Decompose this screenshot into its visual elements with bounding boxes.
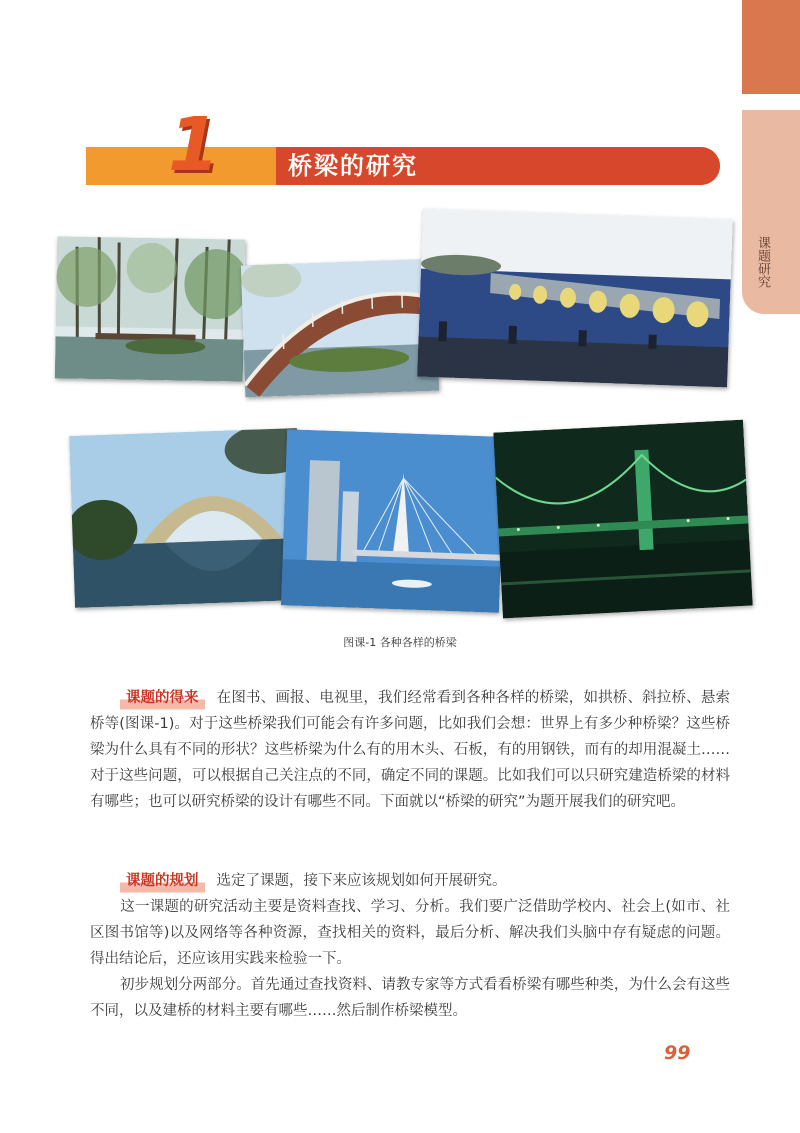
- section-origin-text: 在图书、画报、电视里，我们经常看到各种各样的桥梁，如拱桥、斜拉桥、悬索桥等(图课-1)。对于这些桥梁我们可能会有许多问题，比如我们会想：世界上有多少种桥梁？这些桥梁为什么具有不同的形状？这些桥梁为什么有的用木头、石板，有的用钢铁，而有的却用混凝土……对于这些问题，可以根据自己关注点的不同，确定不同的课题。比如我们可以只研究建造桥梁的材料有哪些；也可以研究桥梁的设计有哪些不同。下面就以“桥梁的研究”为题开展我们的研究吧。: [90, 690, 730, 810]
- seventeen-arch-bridge-photo: [417, 209, 733, 388]
- section-plan-intro: 选定了课题，接下来应该规划如何开展研究。: [216, 873, 507, 889]
- page-number: 99: [664, 1042, 691, 1064]
- section-origin: [90, 685, 730, 815]
- section-plan: [90, 868, 730, 894]
- chapter-title: 桥梁的研究: [288, 152, 418, 180]
- section-plan-para1: [90, 894, 730, 972]
- suspension-bridge-night-photo: [493, 420, 752, 619]
- side-tab-top: [742, 0, 800, 94]
- section-plan-para2-text: 初步规划分两部分。首先通过查找资料、请教专家等方式看看桥梁有哪些种类，为什么会有这些不同，以及建桥的材料主要有哪些……然后制作桥梁模型。: [90, 977, 730, 1019]
- cable-stayed-bridge-photo: [281, 429, 505, 613]
- wooden-footbridge-photo: [55, 236, 245, 381]
- section-plan-tag: 课题的规划: [120, 868, 205, 894]
- chapter-number: 1: [168, 102, 220, 188]
- side-tab-label: 课题研究: [755, 236, 770, 288]
- stone-arch-bridge-photo: [69, 428, 303, 608]
- side-tab: [742, 110, 800, 314]
- section-plan-para2: [90, 972, 730, 1024]
- figure-caption: 图课-1 各种各样的桥梁: [343, 636, 457, 649]
- section-plan-para1-text: 这一课题的研究活动主要是资料查找、学习、分析。我们要广泛借助学校内、社会上(如市、社区图书馆等)以及网络等各种资源，查找相关的资料，最后分析、解决我们头脑中存有疑虑的问题。得出结论后，还应该用实践来检验一下。: [90, 899, 730, 967]
- arched-wooden-bridge-photo: [241, 259, 439, 398]
- section-origin-tag: 课题的得来: [120, 685, 205, 711]
